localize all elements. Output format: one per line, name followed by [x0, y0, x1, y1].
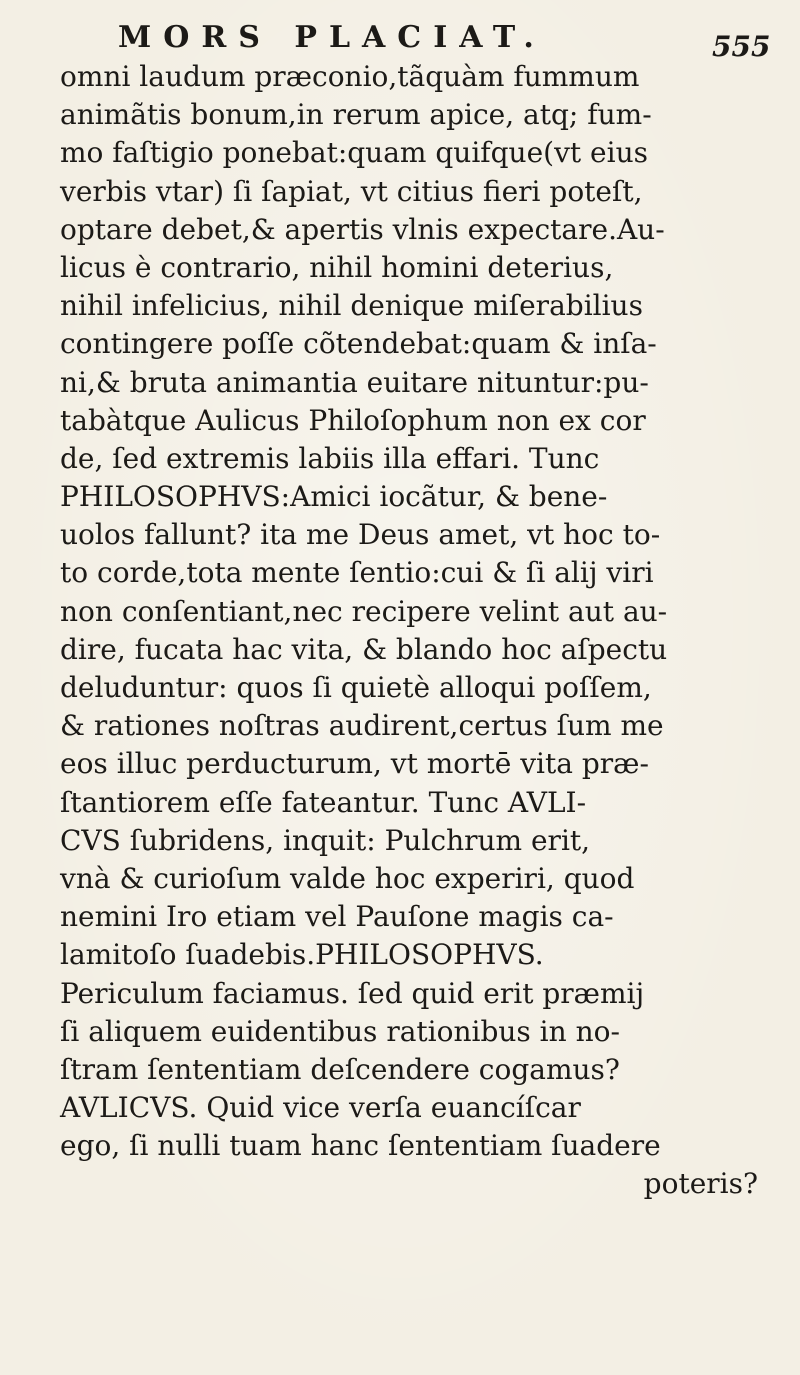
text-line-29: ego, ſi nulli tuam hanc ſententiam ſuadere — [60, 1129, 661, 1163]
text-line-11: de, ſed extremis labiis illa effari. Tunc — [60, 441, 600, 475]
text-line-3: mo faſtigio ponebat:quam quifque(vt eius — [60, 136, 648, 170]
text-line-24: lamitoſo ſuadebis.PHILOSOPHVS. — [60, 938, 544, 972]
text-line-25: Periculum faciamus. ſed quid erit præmij — [60, 976, 645, 1010]
text-line-26: ſi aliquem euidentibus rationibus in no- — [60, 1014, 620, 1048]
text-line-23: nemini Iro etiam vel Pauſone magis ca- — [60, 900, 614, 934]
text-line-21: CVS ſubridens, inquit: Pulchrum erit, — [60, 823, 591, 857]
text-line-2: animãtis bonum,in rerum apice, atq; fum- — [60, 98, 652, 132]
text-line-27: ſtram ſententiam deſcendere cogamus? — [60, 1052, 620, 1086]
text-line-8: contingere poſſe cõtendebat:quam & inſa- — [60, 327, 657, 361]
page-number: 555 — [712, 30, 771, 63]
text-line-18: & rationes noſtras audirent,certus ſum me — [60, 709, 664, 743]
text-line-20: ſtantiorem eſſe fateantur. Tunc AVLI- — [60, 785, 587, 819]
body-text — [60, 58, 766, 1204]
text-line-13: uolos fallunt? ita me Deus amet, vt hoc to- — [60, 518, 661, 552]
text-line-19: eos illuc perducturum, vt mortē vita præ- — [60, 747, 649, 781]
text-line-5: optare debet,& apertis vlnis expectare.Au- — [60, 212, 665, 246]
text-line-7: nihil infelicius, nihil denique miſerabilius — [60, 289, 643, 323]
text-line-12: PHILOSOPHVS:Amici iocãtur, & bene- — [60, 480, 608, 514]
text-line-22: vnà & curioſum valde hoc experiri, quod — [60, 861, 635, 895]
text-line-30: poteris? — [643, 1167, 758, 1201]
text-line-10: tabàtque Aulicus Philoſophum non ex cor — [60, 403, 646, 437]
text-line-6: licus è contrario, nihil homini deterius, — [60, 250, 614, 284]
text-line-15: non conſentiant,nec recipere velint aut au- — [60, 594, 668, 628]
text-line-16: dire, fucata hac vita, & blando hoc aſpectu — [60, 632, 668, 666]
running-head: MORS PLACIAT. — [118, 20, 546, 55]
text-line-17: deluduntur: quos ſi quietè alloqui poſſem, — [60, 671, 652, 704]
text-line-28: AVLICVS. Quid vice verſa euancíſcar — [60, 1091, 581, 1125]
text-line-14: to corde,tota mente ſentio:cui & ſi alij viri — [60, 556, 654, 590]
text-line-4: verbis vtar) ſi ſapiat, vt citius fieri poteſt, — [60, 174, 643, 208]
text-line-9: ni,& bruta animantia euitare nituntur:pu- — [60, 365, 649, 399]
text-line-1: omni laudum præconio,tãquàm fummum — [60, 60, 640, 93]
